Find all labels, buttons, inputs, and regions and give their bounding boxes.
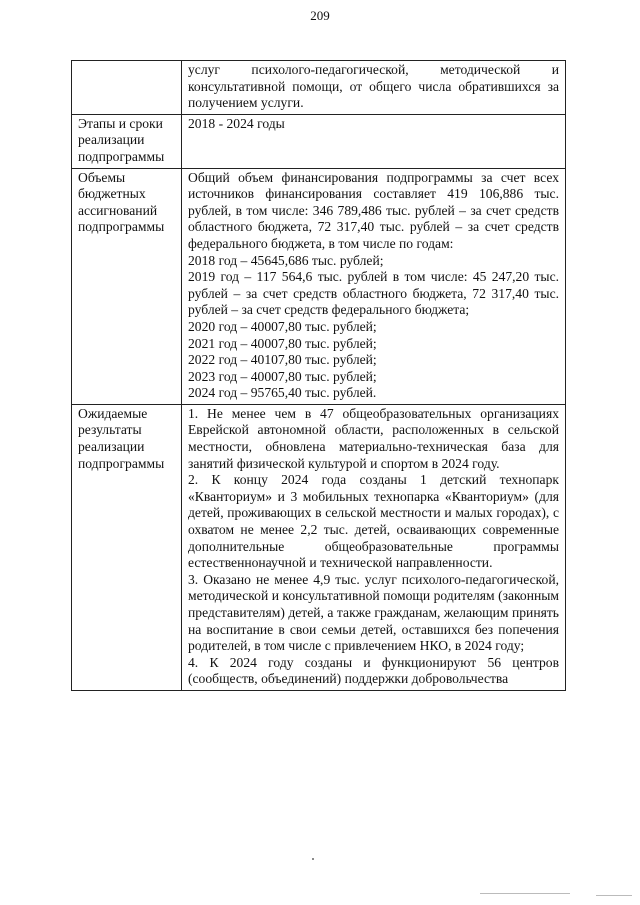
content-paragraph: Общий объем финансирования подпрограммы за счет всех источников финансирования составляет 419 106,886 тыс. рублей, в том числе: 346 789,486 тыс. рублей – за счет средств областного бюджета, 72 317,40 тыс. рублей – за счет средств федерального бюджета, в том числе по годам:	[188, 169, 559, 251]
scan-artifact	[480, 893, 570, 894]
content-paragraph: 2018 - 2024 годы	[188, 115, 285, 131]
scan-artifact	[596, 895, 632, 896]
row-label-results: Ожидаемые результаты реализации подпрограммы	[72, 404, 182, 690]
scan-artifact	[312, 858, 314, 860]
result-item: 1. Не менее чем в 47 общеобразовательных организациях Еврейской автономной области, расположенных в сельской местности, обновлена материально-техническая база для занятий физической культурой и спортом в 2024 году.	[188, 405, 559, 471]
subprogram-passport-table	[71, 60, 566, 691]
result-item: 2. К концу 2024 года созданы 1 детский технопарк «Кванториум» и 3 мобильных технопарка «Кванториум» (для детей, проживающих в сельской местности и малых городах), с охватом не менее 2,2 тыс. детей, осваивающих современные дополнительные общеобразовательные программы естественнонаучной и технической направленности.	[188, 472, 559, 571]
result-item: 4. К 2024 году созданы и функционируют 56 центров (сообществ, объединений) поддержки добровольчества	[188, 654, 559, 687]
row-content	[182, 61, 566, 115]
budget-year-line: 2022 год – 40107,80 тыс. рублей;	[188, 352, 377, 368]
content-paragraph: услуг психолого-педагогической, методической и консультативной помощи, от общего числа обратившихся за получением услуги.	[188, 62, 559, 111]
row-content	[182, 114, 566, 168]
result-item: 3. Оказано не менее 4,9 тыс. услуг психолого-педагогической, методической и консультативной помощи родителям (законным представителям) детей, а также гражданам, желающим принять на воспитание в свои семьи детей, оставшихся без попечения родителей, в том числе с привлечением НКО, в 2024 году;	[188, 571, 559, 654]
row-label-empty	[72, 61, 182, 115]
budget-year-line: 2021 год – 40007,80 тыс. рублей;	[188, 335, 377, 351]
page-number: 209	[310, 8, 330, 23]
table-row	[72, 114, 566, 168]
table-row	[72, 168, 566, 404]
row-label-budget: Объемы бюджетных ассигнований подпрограммы	[72, 168, 182, 404]
row-label-stages: Этапы и сроки реализации подпрограммы	[72, 114, 182, 168]
budget-year-line: 2020 год – 40007,80 тыс. рублей;	[188, 318, 377, 334]
row-content	[182, 168, 566, 404]
budget-year-line: 2023 год – 40007,80 тыс. рублей;	[188, 368, 377, 384]
budget-year-line: 2019 год – 117 564,6 тыс. рублей в том числе: 45 247,20 тыс. рублей – за счет средств областного бюджета, 72 317,40 тыс. рублей – за счет средств федерального бюджета;	[188, 269, 559, 318]
budget-year-line: 2018 год – 45645,686 тыс. рублей;	[188, 252, 384, 268]
row-content	[182, 404, 566, 690]
budget-year-line: 2024 год – 95765,40 тыс. рублей.	[188, 385, 377, 401]
table-row	[72, 61, 566, 115]
table-row	[72, 404, 566, 690]
